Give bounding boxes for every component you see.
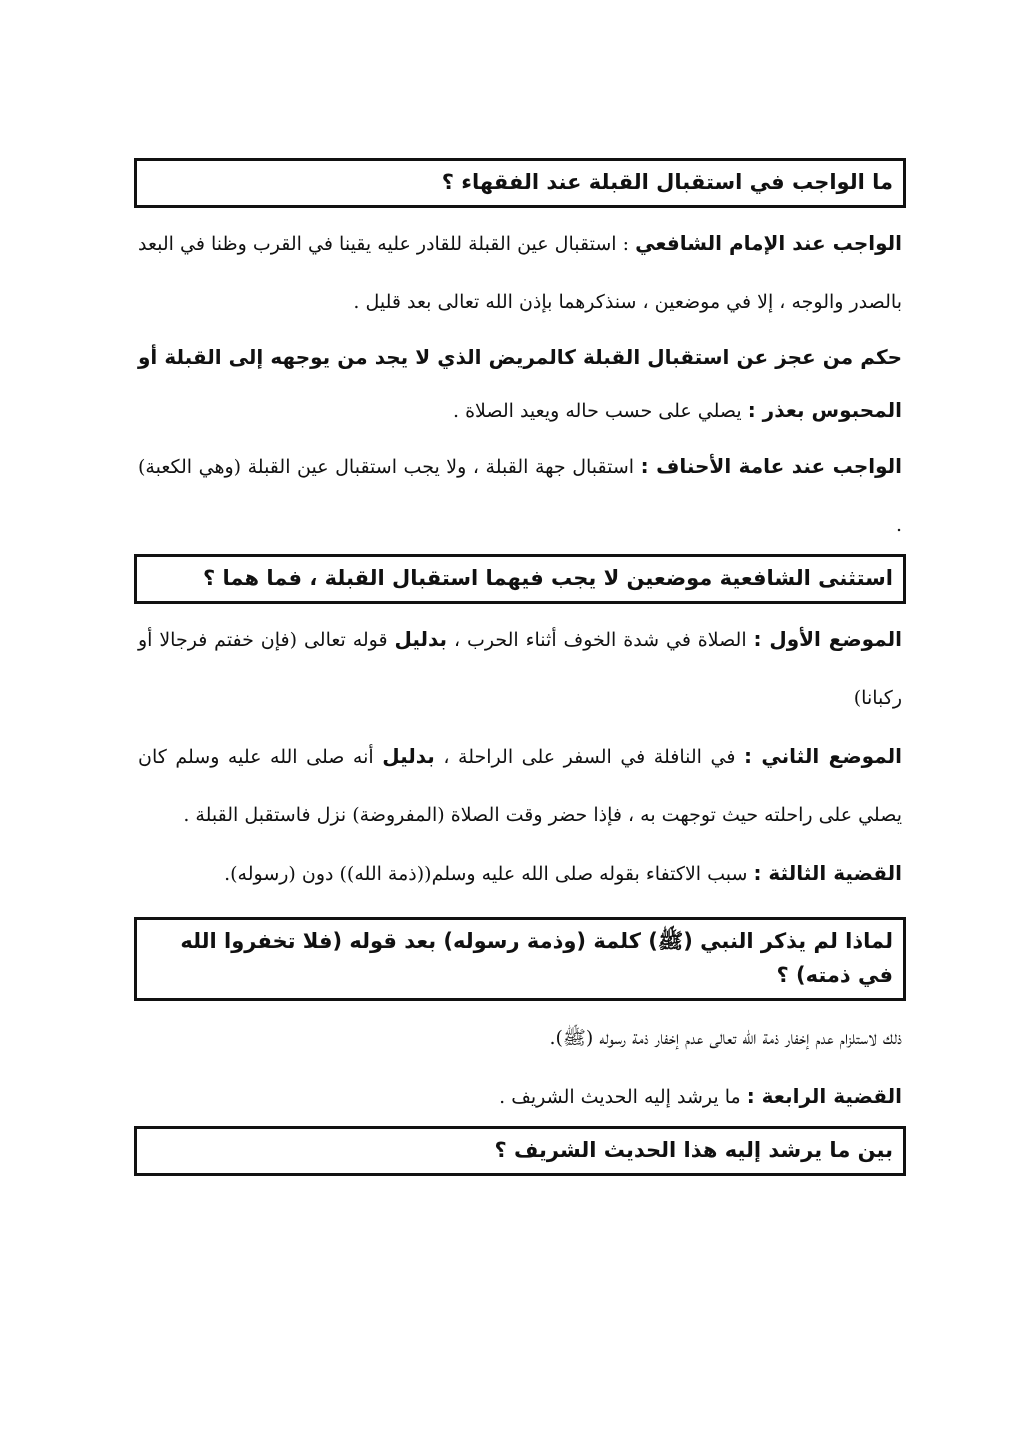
question-box-qibla-obligation (134, 158, 906, 208)
paragraph-unable-ruling (134, 331, 906, 437)
paragraph-hanafi-view (134, 437, 906, 554)
paragraph-first-place (134, 610, 906, 727)
term-label: الموضع الأول : (753, 627, 902, 651)
question-box-hadith-guidance (134, 1126, 906, 1176)
term-label: الموضع الثاني : (743, 744, 902, 768)
paragraph-text: استقبال جهة القبلة ، ولا يجب استقبال عين القبلة (وهي الكعبة) . (138, 456, 902, 536)
term-label: حكم من عجز عن استقبال القبلة كالمريض الذي لا يجد من يوجهه إلى القبلة أو المحبوس بعذر : (138, 345, 902, 422)
question-text: ما الواجب في استقبال القبلة عند الفقهاء ؟ (441, 170, 893, 194)
paragraph-text: قوله تعالى (فإن خفتم فرجالا أو ركبانا) (138, 629, 902, 709)
paragraph-text: سبب الاكتفاء بقوله صلى الله عليه وسلم((ذمة الله)) دون (رسوله). (224, 863, 754, 885)
paragraph-text: في النافلة في السفر على الراحلة ، (434, 746, 744, 768)
paragraph-text: الصلاة في شدة الخوف أثناء الحرب ، (447, 629, 754, 651)
question-text: بين ما يرشد إليه هذا الحديث الشريف ؟ (494, 1138, 893, 1162)
evidence-label: بدليل (394, 627, 448, 651)
paragraph-answer (134, 1009, 906, 1067)
question-box-two-exceptions (134, 554, 906, 604)
term-label: الواجب عند الإمام الشافعي (635, 231, 903, 255)
question-box-why-not-mention (134, 917, 906, 1001)
term-label: القضية الثالثة : (753, 861, 902, 885)
paragraph-text: أنه صلى الله عليه وسلم كان يصلي على راحلته حيث توجهت به ، فإذا حضر وقت الصلاة (المفروضة) نزل فاستقبل القبلة . (138, 746, 902, 826)
question-text: استثنى الشافعية موضعين لا يجب فيهما استقبال القبلة ، فما هما ؟ (203, 566, 893, 590)
paragraph-second-place (134, 727, 906, 844)
question-text: لماذا لم يذكر النبي (ﷺ) كلمة (وذمة رسوله) بعد قوله (فلا تخفروا الله في ذمته) ؟ (180, 929, 893, 987)
paragraph-shafii-view (134, 214, 906, 331)
paragraph-fourth-issue (134, 1067, 906, 1126)
paragraph-text: يصلي على حسب حاله ويعيد الصلاة . (453, 400, 748, 422)
paragraph-third-issue (134, 844, 906, 903)
term-label: القضية الرابعة : (746, 1084, 902, 1108)
term-label: الواجب عند عامة الأحناف : (640, 454, 903, 478)
document-page (134, 158, 906, 1176)
evidence-label: بدليل (382, 744, 435, 768)
paragraph-text: ذلك لاستلزام عدم إخفار ذمة الله تعالى عدم إخفار ذمة رسوله (ﷺ). (549, 1027, 902, 1049)
paragraph-text: ما يرشد إليه الحديث الشريف . (499, 1086, 747, 1108)
paragraph-text: : استقبال عين القبلة للقادر عليه يقينا في القرب وظنا في البعد بالصدر والوجه ، إلا في موضعين ، سنذكرهما بإذن الله تعالى بعد قليل . (138, 233, 902, 313)
